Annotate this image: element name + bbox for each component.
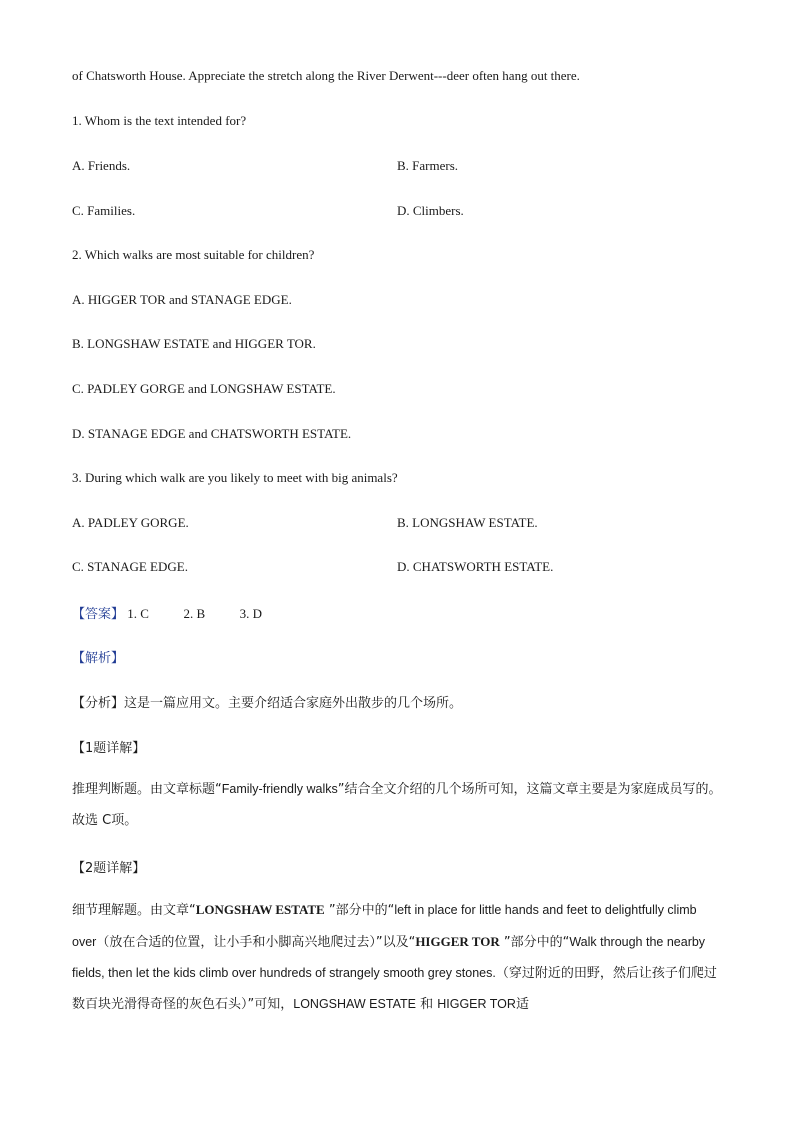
q1-option-b: B. Farmers. xyxy=(397,158,459,173)
answer-item-2: 2. B xyxy=(183,606,206,621)
question-1-stem: 1. Whom is the text intended for? xyxy=(72,113,247,128)
intro-line: of Chatsworth House. Appreciate the stretch along the River Derwent---deer often hang out there. xyxy=(72,68,580,83)
analysis-label: 【分析】 xyxy=(72,696,125,711)
q1-detail-paragraph xyxy=(72,774,722,836)
q2-detail-quote-2: Walk through the nearby fields, then let the kids climb over hundreds of strangely smooth grey stones. xyxy=(72,935,706,980)
q1-option-a: A. Friends. xyxy=(72,158,131,173)
q2-option-c: C. PADLEY GORGE and LONGSHAW ESTATE. xyxy=(72,381,336,396)
answer-item-3: 3. D xyxy=(239,606,262,621)
answer-label: 【答案】 xyxy=(72,607,125,622)
answer-line xyxy=(72,603,262,622)
q3-option-d: D. CHATSWORTH ESTATE. xyxy=(397,559,554,574)
q1-detail-text-1: 推理判断题。由文章标题“ xyxy=(72,782,222,797)
answer-item-1: 1. C xyxy=(127,606,149,621)
analysis-line xyxy=(72,692,462,711)
q2-detail-name-2: HIGGER TOR xyxy=(437,997,516,1011)
analysis-text: 这是一篇应用文。主要介绍适合家庭外出散步的几个场所。 xyxy=(124,696,463,711)
q2-detail-text-1: 细节理解题。由文章“ xyxy=(72,903,196,918)
q1-detail-heading: 【1题详解】 xyxy=(72,741,146,756)
question-2-stem: 2. Which walks are most suitable for children? xyxy=(72,247,315,262)
q2-detail-text-7: 适 xyxy=(515,997,529,1012)
q2-option-a: A. HIGGER TOR and STANAGE EDGE. xyxy=(72,292,292,307)
q2-detail-section-higger: HIGGER TOR xyxy=(415,934,500,949)
q2-detail-heading: 【2题详解】 xyxy=(72,861,146,876)
q2-detail-text-5: （穿过附近的田野，然后让孩子们爬过数百块光滑得奇怪的灰色石头）”可知， xyxy=(72,966,717,1012)
q2-detail-text-4: ”部分中的“ xyxy=(499,935,570,950)
q2-detail-text-3: （放在合适的位置，让小手和小脚高兴地爬过去）”以及“ xyxy=(96,935,416,950)
q1-option-d: D. Climbers. xyxy=(397,203,464,218)
q2-detail-name-1: LONGSHAW ESTATE xyxy=(293,997,416,1011)
question-3-stem: 3. During which walk are you likely to meet with big animals? xyxy=(72,470,398,485)
q2-detail-quote-1: left in place for little hands and feet to delightfully climb over xyxy=(72,903,697,949)
q1-detail-text-2: ”结合全文介绍的几个场所可知，这篇文章主要是为家庭成员写的。故选 C项。 xyxy=(72,782,722,828)
q2-option-d: D. STANAGE EDGE and CHATSWORTH ESTATE. xyxy=(72,426,352,441)
q1-option-c: C. Families. xyxy=(72,203,136,218)
q2-detail-paragraph xyxy=(72,894,722,1020)
q3-option-b: B. LONGSHAW ESTATE. xyxy=(397,515,538,530)
q3-option-c: C. STANAGE EDGE. xyxy=(72,559,188,574)
q3-option-a: A. PADLEY GORGE. xyxy=(72,515,189,530)
q2-detail-text-2: ”部分中的“ xyxy=(324,903,395,918)
q2-detail-section-longshaw: LONGSHAW ESTATE xyxy=(195,902,325,917)
analysis-heading: 【解析】 xyxy=(72,651,125,666)
q1-detail-quote: Family-friendly walks xyxy=(221,782,338,796)
q2-option-b: B. LONGSHAW ESTATE and HIGGER TOR. xyxy=(72,336,316,351)
q2-detail-text-6: 和 xyxy=(415,997,438,1012)
